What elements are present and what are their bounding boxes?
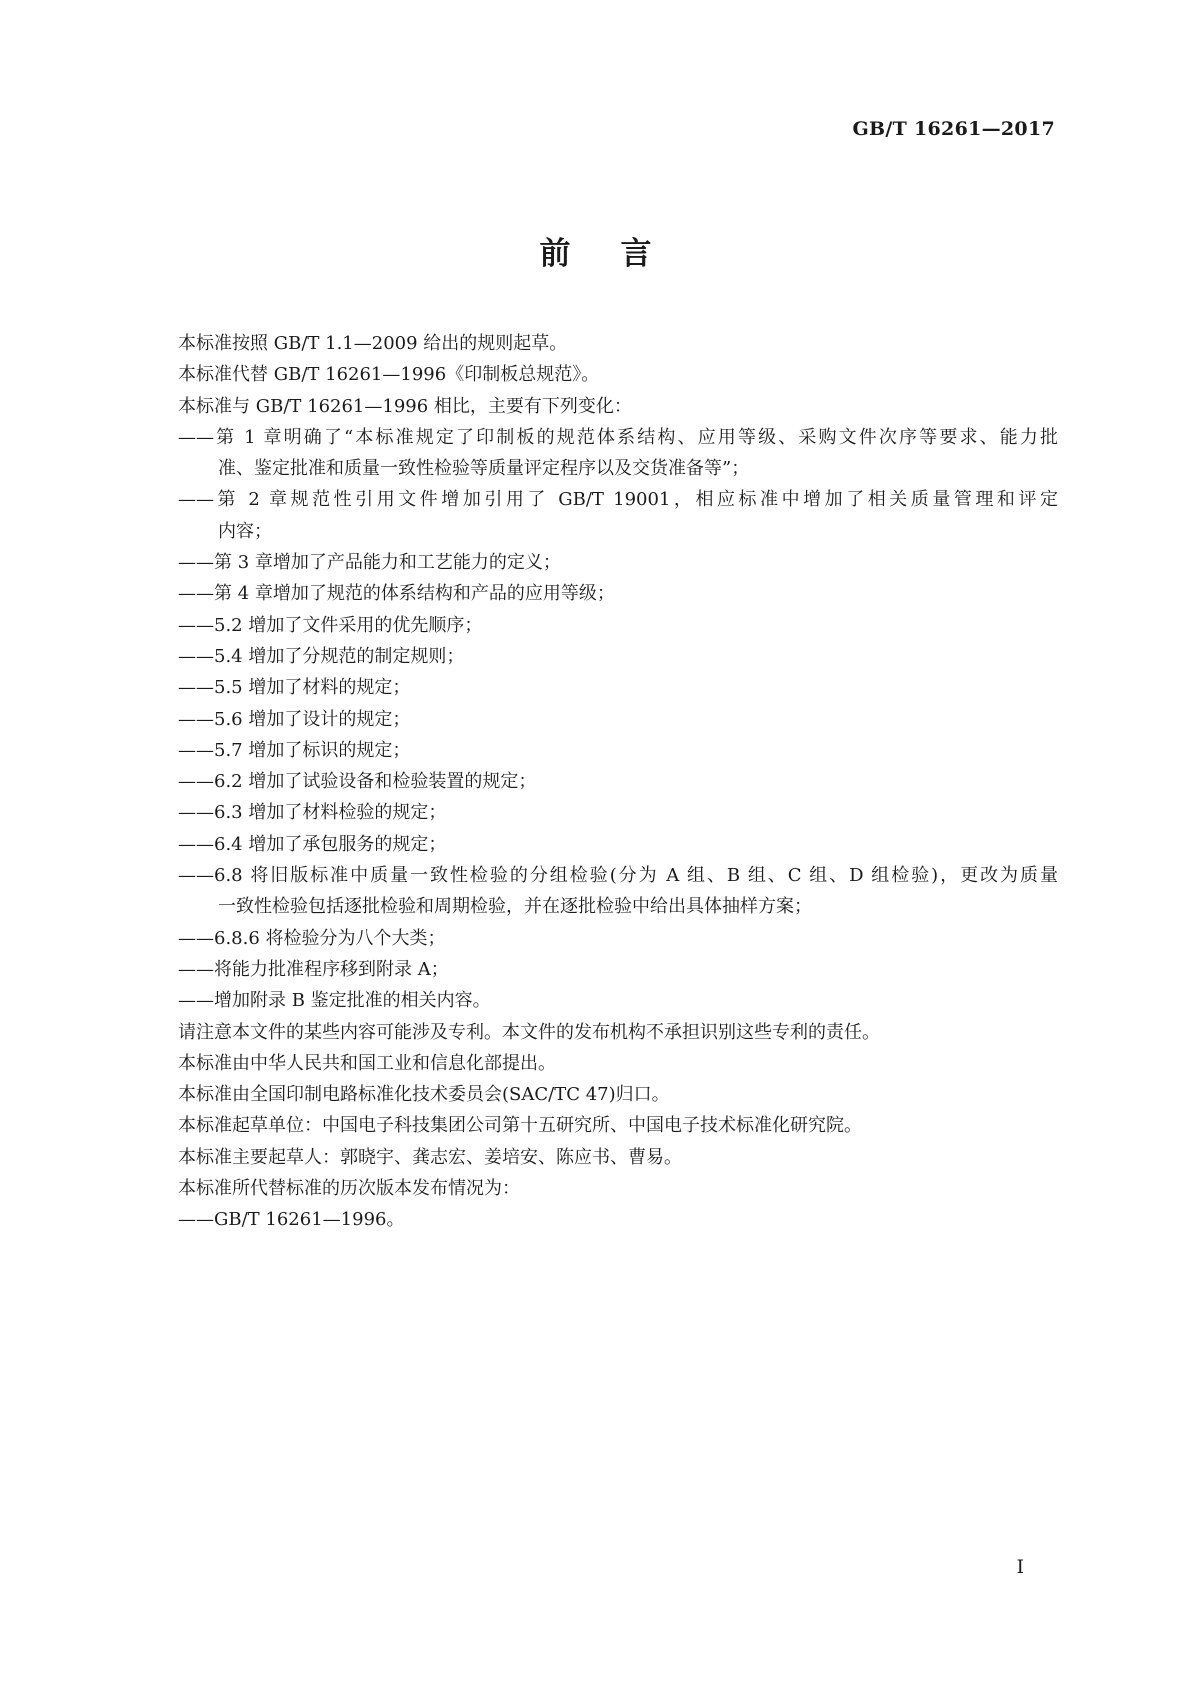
standard-code-header: GB/T 16261—2017	[852, 118, 1055, 140]
page-title: 前言	[539, 236, 702, 272]
paragraph: 请注意本文件的某些内容可能涉及专利。本文件的发布机构不承担识别这些专利的责任。	[178, 1021, 880, 1043]
changes-list	[178, 422, 1058, 1017]
closing-paragraphs	[178, 1017, 1058, 1236]
paragraph: ——GB/T 16261—1996。	[178, 1209, 405, 1231]
list-item	[178, 672, 1058, 703]
paragraph: 本标准主要起草人：郭晓宇、龚志宏、姜培安、陈应书、曹易。	[178, 1146, 682, 1168]
change-item-text: ——6.2 增加了试验设备和检验装置的规定；	[178, 771, 537, 793]
list-item	[178, 484, 1058, 547]
change-item-text: ——6.4 增加了承包服务的规定；	[178, 833, 447, 855]
intro-paragraphs	[178, 328, 1058, 422]
change-item-text: ——增加附录 B 鉴定批准的相关内容。	[178, 990, 491, 1012]
list-item	[178, 797, 1058, 828]
change-item-continuation: 一致性检验包括逐批检验和周期检验，并在逐批检验中给出具体抽样方案；	[218, 896, 812, 918]
list-item	[178, 985, 1058, 1016]
paragraph: 本标准由中华人民共和国工业和信息化部提出。	[178, 1052, 556, 1074]
paragraph: 本标准所代替标准的历次版本发布情况为：	[178, 1178, 520, 1200]
list-item	[178, 829, 1058, 860]
list-item	[178, 860, 1058, 923]
paragraph: 本标准由全国印制电路标准化技术委员会(SAC/TC 47)归口。	[178, 1084, 670, 1106]
page-number: I	[1016, 1556, 1024, 1578]
list-item	[178, 547, 1058, 578]
list-item	[178, 923, 1058, 954]
list-item	[178, 735, 1058, 766]
change-item-text: ——6.8.6 将检验分为八个大类；	[178, 927, 446, 949]
change-item-text: ——第 1 章明确了“本标准规定了印制板的规范体系结构、应用等级、采购文件次序等要求、能力批	[178, 426, 1058, 448]
list-item	[178, 578, 1058, 609]
change-item-continuation: 内容；	[218, 520, 272, 542]
change-item-text: ——第 2 章规范性引用文件增加引用了 GB/T 19001，相应标准中增加了相关质量管理和评定	[178, 489, 1058, 511]
list-item	[178, 704, 1058, 735]
change-item-text: ——第 4 章增加了规范的体系结构和产品的应用等级；	[178, 583, 615, 605]
list-item	[178, 422, 1058, 485]
change-item-continuation: 准、鉴定批准和质量一致性检验等质量评定程序以及交货准备等”；	[218, 458, 750, 480]
change-item-text: ——5.2 增加了文件采用的优先顺序；	[178, 614, 483, 636]
list-item	[178, 641, 1058, 672]
change-item-text: ——6.3 增加了材料检验的规定；	[178, 802, 447, 824]
paragraph: 本标准按照 GB/T 1.1—2009 给出的规则起草。	[178, 333, 568, 354]
document-body	[178, 328, 1058, 1236]
list-item	[178, 954, 1058, 985]
list-item	[178, 610, 1058, 641]
change-item-text: ——5.4 增加了分规范的制定规则；	[178, 645, 465, 667]
list-item	[178, 766, 1058, 797]
paragraph: 本标准起草单位：中国电子科技集团公司第十五研究所、中国电子技术标准化研究院。	[178, 1115, 862, 1137]
change-item-text: ——第 3 章增加了产品能力和工艺能力的定义；	[178, 552, 561, 574]
change-item-text: ——6.8 将旧版标准中质量一致性检验的分组检验(分为 A 组、B 组、C 组、D 组检验)，更改为质量	[178, 865, 1058, 887]
change-item-text: ——5.6 增加了设计的规定；	[178, 708, 411, 730]
paragraph: 本标准与 GB/T 16261—1996 相比，主要有下列变化：	[178, 395, 632, 417]
change-item-text: ——5.7 增加了标识的规定；	[178, 739, 411, 761]
paragraph: 本标准代替 GB/T 16261—1996《印制板总规范》。	[178, 364, 600, 386]
change-item-text: ——5.5 增加了材料的规定；	[178, 677, 411, 699]
change-item-text: ——将能力批准程序移到附录 A；	[178, 958, 449, 980]
